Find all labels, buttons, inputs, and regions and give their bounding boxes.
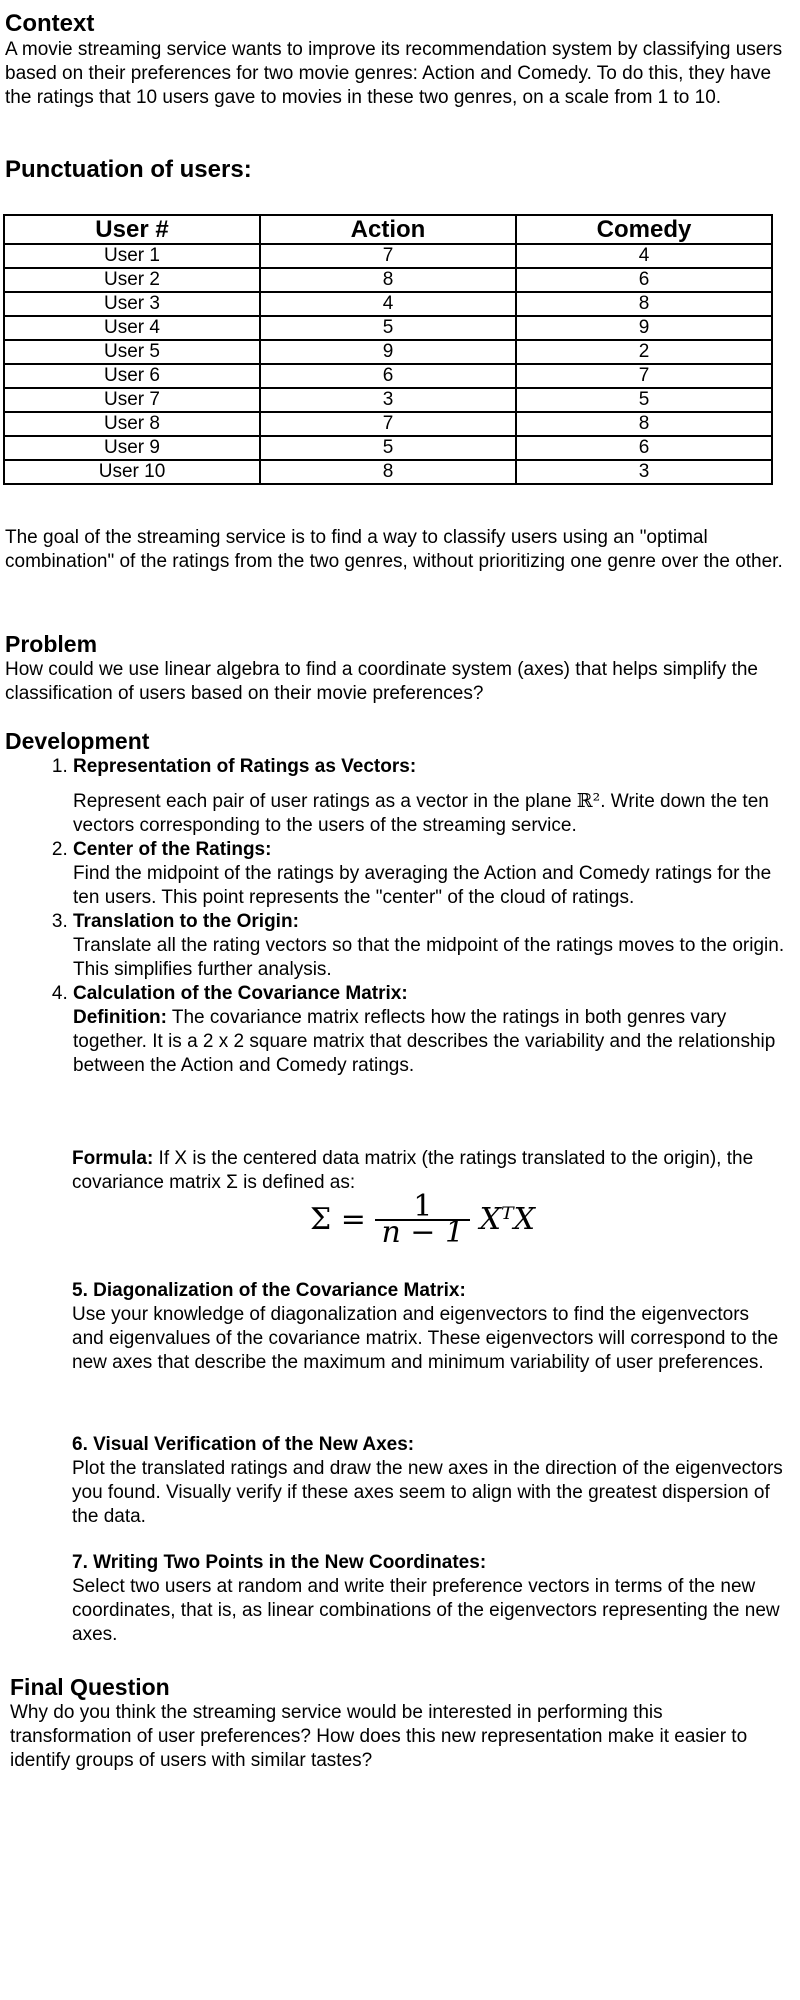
problem-heading: Problem (5, 631, 98, 657)
table-row (4, 316, 772, 340)
covariance-formula (310, 1189, 535, 1250)
real-plane-symbol: ℝ² (576, 790, 601, 812)
cell-comedy: 7 (516, 364, 772, 388)
step7-text: Select two users at random and write their preference vectors in terms of the new coordinates, that is, as linear combinations of the eigenvectors representing the new axes. (72, 1576, 780, 1645)
cell-action: 7 (260, 412, 516, 436)
item-title: Representation of Ratings as Vectors: (73, 756, 417, 777)
formula-lhs: Σ = (310, 1202, 366, 1237)
formula-rhs: XᵀX (479, 1202, 535, 1237)
development-item (73, 838, 790, 910)
step5-text: Use your knowledge of diagonalization and eigenvectors to find the eigenvectors and eigenvalues of the covariance matrix. These eigenvectors will correspond to the new axes that describe the maximum and minimum variability of user preferences. (72, 1304, 779, 1373)
cell-comedy: 2 (516, 340, 772, 364)
table-row (4, 412, 772, 436)
cell-action: 5 (260, 436, 516, 460)
cell-action: 9 (260, 340, 516, 364)
formula-fraction (375, 1189, 470, 1250)
cell-comedy: 6 (516, 436, 772, 460)
cell-comedy: 5 (516, 388, 772, 412)
cell-user: User 6 (4, 364, 260, 388)
step6-text: Plot the translated ratings and draw the new axes in the direction of the eigenvectors you found. Visually verify if these axes seem to align with the greatest dispersion of the data. (72, 1458, 783, 1527)
item-title: Translation to the Origin: (73, 911, 299, 932)
table-row (4, 436, 772, 460)
item-text: The covariance matrix reflects how the ratings in both genres vary together. It is a 2 x 2 square matrix that describes the variability and the relationship between the Action and Comedy ratings. (73, 1007, 776, 1076)
table-header-row (4, 215, 772, 244)
step6-title: 6. Visual Verification of the New Axes: (72, 1434, 415, 1455)
cell-user: User 9 (4, 436, 260, 460)
development-list (5, 755, 790, 1078)
users-table (3, 214, 773, 485)
cell-action: 5 (260, 316, 516, 340)
cell-user: User 5 (4, 340, 260, 364)
cell-comedy: 9 (516, 316, 772, 340)
column-header-user: User # (4, 215, 260, 244)
cell-comedy: 8 (516, 292, 772, 316)
goal-section (5, 526, 785, 574)
context-section (5, 10, 785, 110)
step5-section (72, 1279, 784, 1375)
table-row (4, 388, 772, 412)
cell-user: User 10 (4, 460, 260, 484)
cell-comedy: 6 (516, 268, 772, 292)
development-item (73, 910, 790, 982)
item-text: Translate all the rating vectors so that the midpoint of the ratings moves to the origin. This simplifies further analysis. (73, 935, 785, 980)
cell-comedy: 8 (516, 412, 772, 436)
final-section (10, 1673, 770, 1773)
problem-text: How could we use linear algebra to find a coordinate system (axes) that helps simplify the classification of users based on their movie preferences? (5, 659, 758, 704)
item-title: Center of the Ratings: (73, 839, 272, 860)
table-row (4, 340, 772, 364)
final-text: Why do you think the streaming service would be interested in performing this transformation of user preferences? How does this new representation make it easier to identify groups of users with similar tastes? (10, 1702, 748, 1771)
table-row (4, 268, 772, 292)
table-row (4, 460, 772, 484)
final-heading: Final Question (10, 1674, 170, 1700)
column-header-comedy: Comedy (516, 215, 772, 244)
users-table-wrapper (3, 214, 773, 485)
cell-user: User 3 (4, 292, 260, 316)
cell-user: User 4 (4, 316, 260, 340)
punctuation-heading: Punctuation of users: (5, 156, 252, 183)
punctuation-section (5, 156, 785, 184)
table-row (4, 244, 772, 268)
cell-user: User 8 (4, 412, 260, 436)
step5-title: 5. Diagonalization of the Covariance Matrix: (72, 1280, 466, 1301)
table-row (4, 364, 772, 388)
cell-action: 6 (260, 364, 516, 388)
item-title: Calculation of the Covariance Matrix: (73, 983, 408, 1004)
item-text-after: . Write down the ten vectors corresponding to the users of the streaming service. (73, 791, 769, 836)
cell-action: 7 (260, 244, 516, 268)
formula-denominator: n − 1 (375, 1219, 470, 1245)
step7-section (72, 1551, 784, 1647)
problem-section (5, 630, 785, 706)
development-item (73, 982, 790, 1078)
development-item (73, 755, 790, 838)
cell-comedy: 4 (516, 244, 772, 268)
cell-user: User 7 (4, 388, 260, 412)
cell-comedy: 3 (516, 460, 772, 484)
context-text: A movie streaming service wants to improve its recommendation system by classifying users based on their preferences for two movie genres: Action and Comedy. To do this, they have the ratings that 10 users gave to movies in these two genres, on a scale from 1 to 10. (5, 39, 783, 108)
step6-section (72, 1433, 784, 1529)
cell-action: 8 (260, 460, 516, 484)
context-heading: Context (5, 10, 95, 37)
cell-action: 4 (260, 292, 516, 316)
formula-label: Formula: (72, 1148, 154, 1169)
definition-label: Definition: (73, 1007, 167, 1028)
cell-action: 8 (260, 268, 516, 292)
item-text-wrap (73, 789, 790, 838)
development-heading: Development (5, 728, 150, 754)
cell-user: User 1 (4, 244, 260, 268)
development-section (5, 727, 790, 1078)
cell-action: 3 (260, 388, 516, 412)
table-row (4, 292, 772, 316)
formula-section (72, 1147, 772, 1195)
formula-numerator: 1 (413, 1189, 433, 1224)
step7-title: 7. Writing Two Points in the New Coordinates: (72, 1552, 487, 1573)
item-text-before: Represent each pair of user ratings as a vector in the plane (73, 791, 577, 812)
column-header-action: Action (260, 215, 516, 244)
goal-text: The goal of the streaming service is to find a way to classify users using an "optimal combination" of the ratings from the two genres, without prioritizing one genre over the other. (5, 527, 783, 572)
cell-user: User 2 (4, 268, 260, 292)
item-text: Find the midpoint of the ratings by averaging the Action and Comedy ratings for the ten users. This point represents the "center" of the cloud of ratings. (73, 863, 772, 908)
formula-text: If X is the centered data matrix (the ratings translated to the origin), the covariance matrix Σ is defined as: (72, 1148, 754, 1193)
